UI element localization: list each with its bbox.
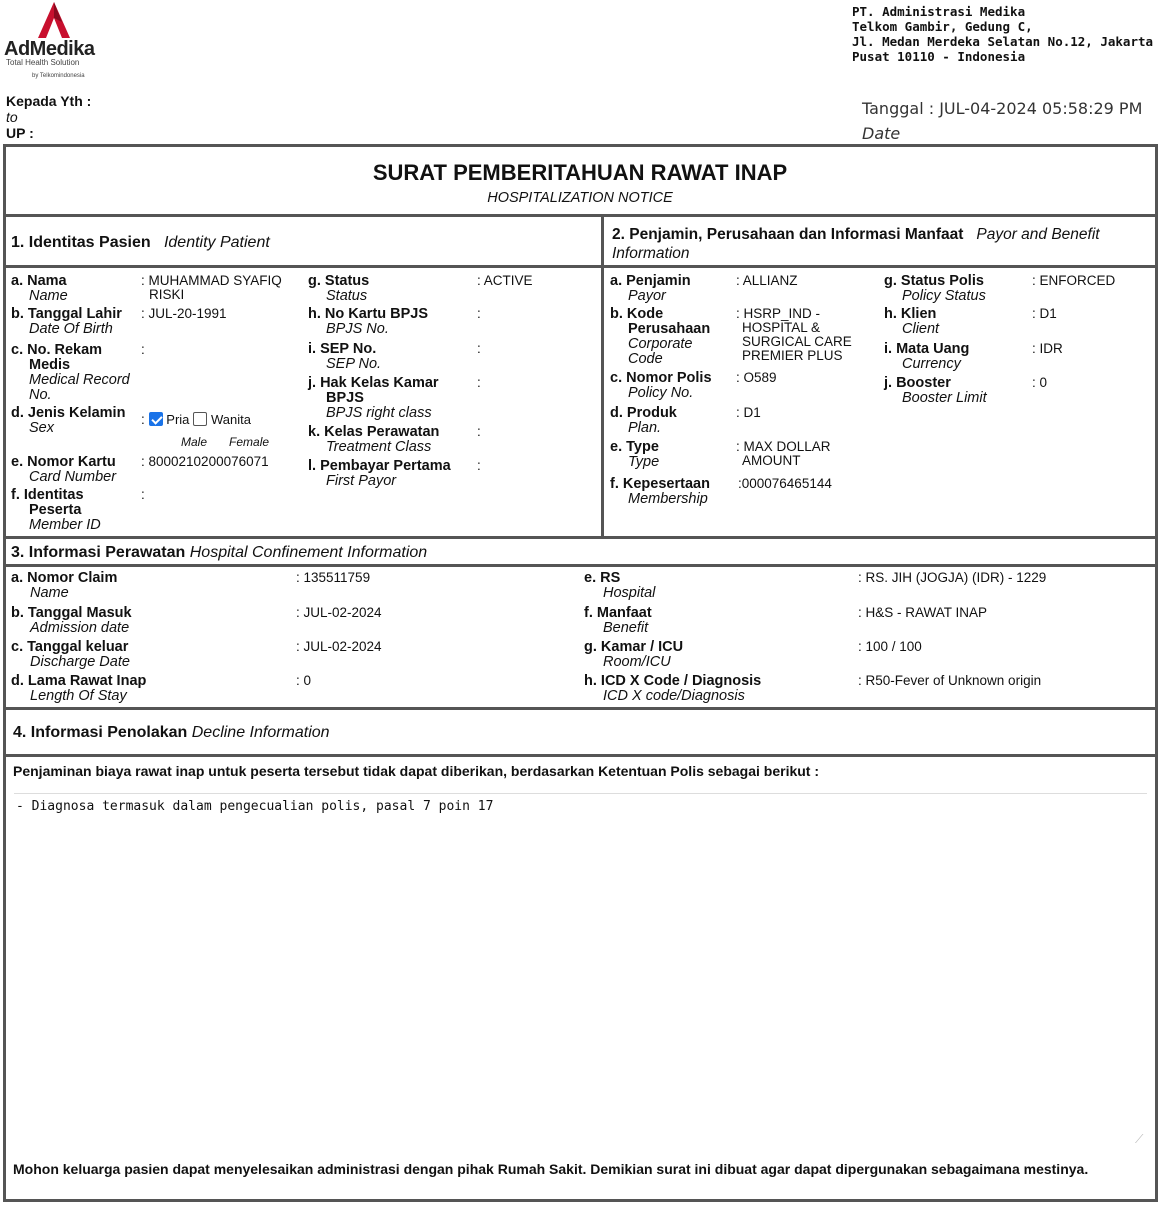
field-icd-diagnosis: h. ICD X Code / Diagnosis ICD X code/Diagnosis (584, 673, 762, 704)
field-tanggal-keluar: c. Tanggal keluar Discharge Date (11, 639, 130, 670)
date-block: Tanggal : JUL-04-2024 05:58:29 PM Date (862, 99, 1143, 143)
value-rekam-medis: : (141, 342, 145, 357)
value-type: : MAX DOLLAR AMOUNT (736, 439, 831, 468)
value-tanggal-masuk: : JUL-02-2024 (296, 605, 382, 620)
admedika-logo (4, 0, 104, 90)
field-bpjs: h. No Kartu BPJS BPJS No. (308, 306, 429, 337)
checkbox-pria[interactable] (149, 412, 163, 426)
field-type: e. Type Type (610, 439, 660, 470)
field-rekam-medis: c. No. Rekam Medis Medical Record No. (11, 342, 130, 403)
field-klien: h. Klien Client (884, 306, 940, 337)
recipient-block: Kepada Yth : to UP : (6, 93, 92, 141)
notice-title: SURAT PEMBERITAHUAN RAWAT INAP (372, 160, 788, 185)
field-lama-rawat: d. Lama Rawat Inap Length Of Stay (11, 673, 147, 704)
checkbox-wanita[interactable] (193, 412, 207, 426)
value-produk: : D1 (736, 405, 761, 420)
value-penjamin: : ALLIANZ (736, 273, 798, 288)
value-kelas-perawatan: : (477, 424, 481, 439)
value-hak-kelas: : (477, 375, 481, 390)
value-mata-uang: : IDR (1032, 341, 1063, 356)
admedika-logo-icon (34, 0, 74, 40)
value-lama-rawat: : 0 (296, 673, 312, 688)
notice-subtitle: HOSPITALIZATION NOTICE (487, 190, 673, 206)
field-kepesertaan: f. Kepesertaan Membership (610, 476, 710, 507)
value-booster: : 0 (1032, 375, 1048, 390)
brand-by: by Telkomindonesia (32, 73, 85, 79)
field-pembayar: l. Pembayar Pertama First Payor (308, 458, 451, 489)
value-status: : ACTIVE (477, 273, 533, 288)
closing-statement: Mohon keluarga pasien dapat menyelesaikan administrasi dengan pihak Rumah Sakit. Demikian surat ini dibuat agar dapat dipergunakan sebagaimana mestinya. (13, 1161, 1089, 1177)
decline-intro: Penjaminan biaya rawat inap untuk peserta tersebut tidak dapat diberikan, berdasarkan Ketentuan Polis sebagai berikut : (13, 763, 820, 779)
field-booster: j. Booster Booster Limit (884, 375, 987, 406)
field-identitas-peserta: f. Identitas Peserta Member ID (11, 487, 101, 533)
field-jenis-kelamin: d. Jenis Kelamin Sex (11, 405, 126, 436)
value-bpjs: : (477, 306, 481, 321)
value-kamar-icu: : 100 / 100 (858, 639, 922, 654)
field-nama: a. Nama Name (11, 273, 68, 304)
value-manfaat: : H&S - RAWAT INAP (858, 605, 988, 620)
section-decline-header: 4. Informasi Penolakan Decline Information (13, 724, 330, 741)
field-nomor-claim: a. Nomor Claim Name (11, 570, 118, 601)
field-sep: i. SEP No. SEP No. (308, 341, 382, 372)
brand-tagline: Total Health Solution (6, 58, 80, 67)
field-tanggal-masuk: b. Tanggal Masuk Admission date (11, 605, 132, 636)
value-icd-diagnosis: : R50-Fever of Unknown origin (858, 673, 1042, 688)
field-kamar-icu: g. Kamar / ICU Room/ICU (584, 639, 684, 670)
textarea-resize-icon[interactable]: ⟋ (1135, 1132, 1144, 1146)
field-hak-kelas: j. Hak Kelas Kamar BPJS BPJS right class (308, 375, 439, 421)
company-address: PT. Administrasi Medika Telkom Gambir, Gedung C, Jl. Medan Merdeka Selatan No.12, Jakarta Pusat 10110 - Indonesia (852, 4, 1154, 64)
value-kepesertaan: :000076465144 (738, 476, 832, 491)
value-nomor-polis: : O589 (736, 370, 777, 385)
field-produk: d. Produk Plan. (610, 405, 677, 436)
field-manfaat: f. Manfaat Benefit (584, 605, 652, 636)
value-rs: : RS. JIH (JOGJA) (IDR) - 1229 (858, 570, 1047, 585)
section-payor-header: 2. Penjamin, Perusahaan dan Informasi Manfaat Payor and Benefit Information (612, 226, 1100, 262)
value-tanggal-lahir: : JUL-20-1991 (141, 306, 227, 321)
value-tanggal-keluar: : JUL-02-2024 (296, 639, 382, 654)
field-nomor-kartu: e. Nomor Kartu Card Number (11, 454, 117, 485)
value-klien: : D1 (1032, 306, 1057, 321)
field-rs: e. RS Hospital (584, 570, 656, 601)
field-mata-uang: i. Mata Uang Currency (884, 341, 970, 372)
section-confinement-header: 3. Informasi Perawatan Hospital Confinement Information (11, 544, 428, 561)
field-tanggal-lahir: b. Tanggal Lahir Date Of Birth (11, 306, 122, 337)
field-kelas-perawatan: k. Kelas Perawatan Treatment Class (308, 424, 440, 455)
field-kode-perusahaan: b. Kode Perusahaan Corporate Code (610, 306, 711, 367)
field-status: g. Status Status (308, 273, 370, 304)
value-sep: : (477, 341, 481, 356)
value-nama: : MUHAMMAD SYAFIQ RISKI (141, 273, 282, 302)
value-identitas-peserta: : (141, 487, 145, 502)
field-status-polis: g. Status Polis Policy Status (884, 273, 986, 304)
value-nomor-claim: : 135511759 (296, 570, 371, 585)
field-nomor-polis: c. Nomor Polis Policy No. (610, 370, 712, 401)
value-pembayar: : (477, 458, 481, 473)
value-jenis-kelamin: : Pria Wanita (141, 412, 251, 427)
sex-english-labels: Male Female (181, 435, 270, 449)
brand-name: AdMedika (4, 38, 95, 60)
section-identity-header: 1. Identitas Pasien Identity Patient (11, 234, 270, 251)
value-kode-perusahaan: : HSRP_IND - HOSPITAL & SURGICAL CARE PREMIER PLUS (736, 306, 852, 363)
value-nomor-kartu: : 8000210200076071 (141, 454, 269, 469)
value-status-polis: : ENFORCED (1032, 273, 1116, 288)
field-penjamin: a. Penjamin Payor (610, 273, 691, 304)
decline-reason: - Diagnosa termasuk dalam pengecualian polis, pasal 7 poin 17 (16, 799, 494, 814)
